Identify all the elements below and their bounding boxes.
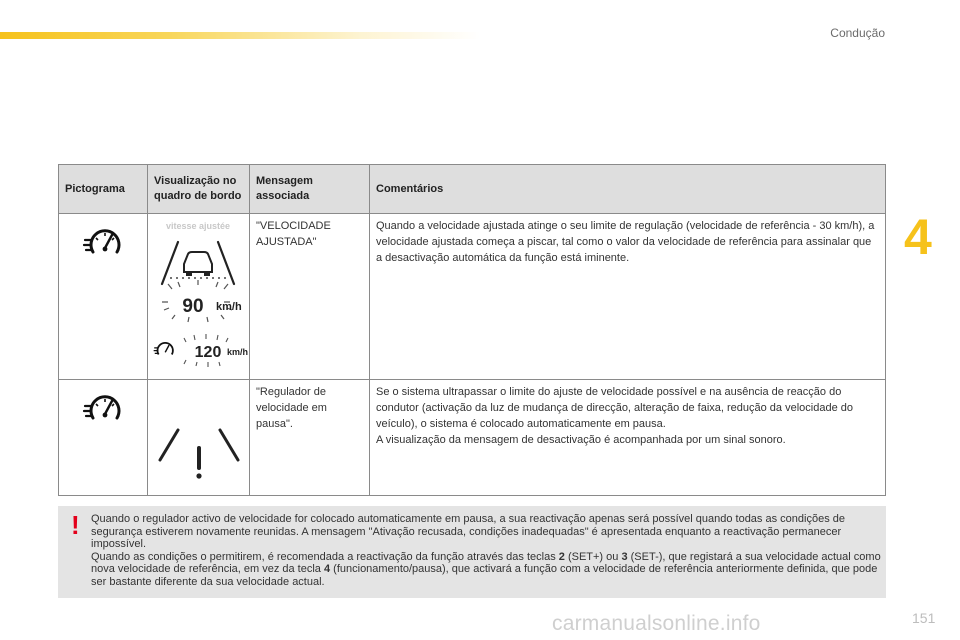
small-cruise-control-icon bbox=[154, 343, 173, 355]
dashboard-display-cell bbox=[148, 380, 250, 496]
message-cell: "Regulador de velocidade em pausa". bbox=[250, 380, 370, 496]
pictogram-cell bbox=[59, 380, 148, 496]
table-row bbox=[59, 380, 886, 496]
speed-main-value: 90 bbox=[182, 296, 204, 317]
warning-exclamation-icon: ! bbox=[71, 510, 80, 540]
comment-line: A visualização da mensagem de desactivação é acompanhada por um sinal sonoro. bbox=[376, 434, 786, 446]
pictogram-cell bbox=[59, 214, 148, 380]
page-number: 151 bbox=[912, 610, 936, 626]
cruise-control-messages-table bbox=[58, 164, 886, 496]
chapter-color-bar bbox=[0, 32, 480, 39]
header-display: Visualização no quadro de bordo bbox=[148, 165, 250, 214]
watermark: carmanualsonline.info bbox=[552, 612, 761, 635]
header-comments: Comentários bbox=[370, 165, 886, 214]
chapter-number: 4 bbox=[904, 209, 932, 265]
speed-secondary-unit: km/h bbox=[227, 347, 249, 357]
road-car-icon bbox=[162, 242, 234, 284]
speed-display-illustration bbox=[148, 214, 250, 369]
warning-note-box bbox=[58, 506, 886, 598]
speed-main-unit: km/h bbox=[216, 301, 242, 313]
key-4: 4 bbox=[323, 563, 331, 575]
display-banner-text: vitesse ajustée bbox=[165, 221, 231, 231]
cruise-control-speedometer-icon bbox=[81, 222, 125, 262]
table-header-row bbox=[59, 165, 886, 214]
dashboard-display-cell bbox=[148, 214, 250, 380]
message-cell: "VELOCIDADE AJUSTADA" bbox=[250, 214, 370, 380]
header-message: Mensagem associada bbox=[250, 165, 370, 214]
warning-lanes-exclamation-icon bbox=[148, 380, 250, 485]
key-3: 3 bbox=[621, 550, 628, 563]
note-paragraph-1: Quando o regulador activo de velocidade for colocado automaticamente em pausa, a sua reactivação apenas será possível quando todas as condições de segurança estiverem novamente reunidas. A mensagem "Ativação recusada, condições inadequadas" é apresentada enquanto a reactivação permanecer impossível. bbox=[91, 513, 845, 550]
cruise-control-speedometer-icon bbox=[81, 388, 125, 428]
table-row bbox=[59, 214, 886, 380]
comment-cell bbox=[370, 380, 886, 496]
note-text: Quando o regulador activo de velocidade for colocado automaticamente em pausa, a sua reactivação apenas será possível quando todas as condições de segurança estiverem novamente reunidas. A mensagem "Ativação recusada, condições inadequadas" é apresentada enquanto a reactivação permanecer impossível. Quando as condições o permitirem, é recomendada a reactivação da função através das teclas 2 (SET+) ou 3 (SET-), que registará a sua velocidade actual como nova velocidade de referência, em vez da tecla 4 (funcionamento/pausa), que activará a função com a velocidade de referência anteriormente definida, que pode ser bastante diferente da sua velocidade actual. bbox=[91, 513, 881, 588]
speed-secondary-value: 120 bbox=[194, 344, 222, 361]
comment-cell: Quando a velocidade ajustada atinge o seu limite de regulação (velocidade de referência - 30 km/h), a velocidade ajustada começa a piscar, tal como o valor da velocidade de referência para assinalar que a desactivação automática da função está iminente. bbox=[370, 214, 886, 380]
comment-line: Se o sistema ultrapassar o limite do ajuste de velocidade possível e na ausência de reacção do condutor (activação da luz de mudança de direcção, alteração de faixa, redução da velocidade do veículo), o sistema é colocado automaticamente em pausa. bbox=[376, 386, 853, 430]
header-pictogram: Pictograma bbox=[59, 165, 148, 214]
section-title: Condução bbox=[830, 26, 885, 40]
key-2: 2 bbox=[558, 550, 565, 563]
